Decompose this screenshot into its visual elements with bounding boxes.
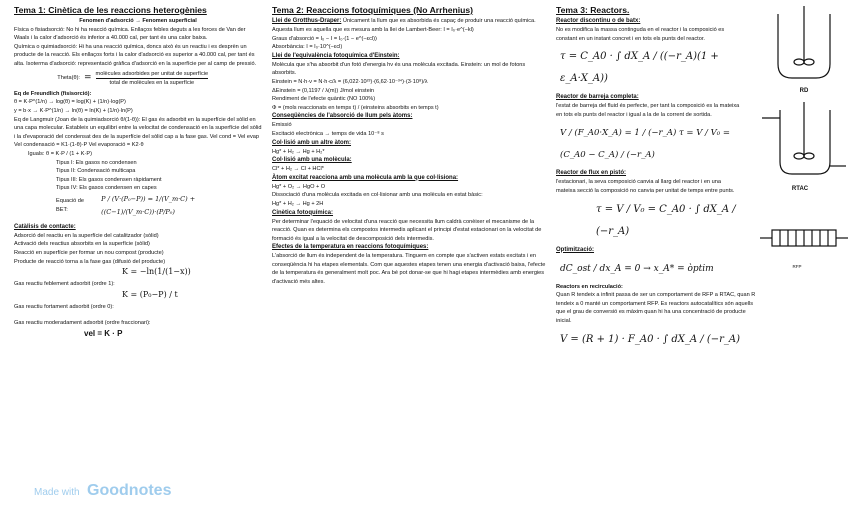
cat-line: Activació dels reactius absorbits en la superfície (sòlid) xyxy=(14,241,150,248)
theta-fraction xyxy=(96,70,209,88)
theta-definition xyxy=(14,70,262,88)
line-b: Rendiment de l'efecte quàntic (NO 100%) xyxy=(272,96,376,103)
quimisorcio-text: Química o quimiadsorció: Hi ha una reacció química, doncs això és un reactiu i es desprèn un producte de la reacció. Els enllaços forts i la calor d'adsorció es superior a 40.000 cal, per tant és alta. Isoterma d'adsorció: representació gràfica d'adsorció en la superfície per al camp de pressió. xyxy=(14,43,257,67)
dissociacio-text: Dissociació d'una molècula excitada en col·lisionar amb una molècula en estat bàsic: xyxy=(272,192,483,199)
bet-formula: P / (V·(P₀−P)) = 1/(V_m·C) + ((C−1)/(V_m·C))·(P/P₀) xyxy=(101,194,196,216)
theta-numerator: molècules adsorbides per unitat de superfície xyxy=(96,70,209,80)
column-3 xyxy=(556,4,758,354)
einstein-text: Molècula que s'ha absorbit d'un fotó d'energia hν és una molècula excitada. Einstein: un mol de fotons absorbits. xyxy=(272,61,526,77)
einstein-heading: Llei de l'equivalència fotoquímica d'Einstein: xyxy=(272,52,400,59)
temp-text: L'absorció de llum és independent de la temperatura. Tinguem en compte que s'activen estats excitats i en conseqüència hi ha etapes elementals. Com que aquestes etapes tenen una energia d'activació baixa, l'efecte de la temperatura és generalment molt poc. Ara bé pot donar-se que hi hagi etapes intermèdies amb energies d'activació més altes. xyxy=(272,253,546,286)
freundlich-heading: Eq de Freundlich (fisisorció): xyxy=(14,90,92,97)
rfp-heading: Reactor de flux en pistó: xyxy=(556,170,627,177)
rd-text: No es modifica la massa continguda en el reactor i la composició es constant en un instant concret i en tots els punts del reactor. xyxy=(556,27,725,42)
line-b: ΔEinstein = (0,1197 / λ(m)) J/mol einstein xyxy=(272,87,375,94)
grotthus-heading: Llei de Grotthus-Draper: xyxy=(272,18,342,24)
grotthus-block xyxy=(272,17,546,35)
gas-ordre-1-formula: K = (P₀−P) / t xyxy=(122,289,178,299)
velocity-cond-evap: Vel condensació = K1·(1-θ)·P Vel evaporació = K2·θ xyxy=(14,142,144,149)
list-item: Tipus III: Els gasos condensen ràpidament xyxy=(56,176,162,183)
tema1-subtitle: Fenomen d'adsorció → Fenomen superficial xyxy=(79,18,197,24)
bet-label: Equació de BET: xyxy=(56,198,84,213)
vel-formula: vel = K · P xyxy=(84,329,123,339)
langmuir-text: Eq de Langmuir (Joan de la quimiadsorció θ/(1-θ)): El gas és adsorbit en la superfície del sòlid en una capa molecular. Estableix un equilibri entre la velocitat de condensació en la superfície del sòlid i la d'evaporació del condensat des de la superfície del sòlid cap a la fase gas. Vel cond = Vel evap xyxy=(14,116,262,140)
cat-line: Adsorció del reactiu en la superfície del catalitzador (sòlid) xyxy=(14,232,159,239)
conseq-item: Excitació electrònica → temps de vida 10⁻⁸ s xyxy=(272,130,384,137)
theta-label: Theta(θ): xyxy=(57,75,80,82)
rec-heading: Reactors en recirculació: xyxy=(556,283,623,290)
rtac-formula: V / (F_A0·X_A) = 1 / (−r_A) τ = V / V₀ = (C_A0 − C_A) / (−r_A) xyxy=(560,128,730,161)
watermark-big: Goodnotes xyxy=(87,482,172,499)
rfp-reactor-icon xyxy=(760,230,848,246)
col-mol-heading: Col·lisió amb una molècula: xyxy=(272,157,352,164)
reactor-diagrams xyxy=(758,2,848,292)
watermark-small: Made with xyxy=(34,487,80,498)
line-b: Φ = (mols reaccionats en temps t) / (einsteins absorbits en temps t) xyxy=(272,104,439,111)
list-item: Tipus I: Els gasos no condensen xyxy=(56,159,137,166)
rfp-text: l'estacionari, la seva composició canvia al llarg del reactor i en una mateixa secció la composició no canvia per unitat de temps entre punts. xyxy=(556,179,735,194)
rec-text: Quan R tendeix a infinit passa de ser un comportament de RFP a RTAC, quan R tendeix a 0 manté un comportament RFP. Es reactors autocatalítics són aquells que el grau de conversió es màxim quan hi ha una concentració de producte inicial. xyxy=(556,292,756,324)
rtac-heading: Reactor de barreja completa: xyxy=(556,94,639,101)
list-item: Tipus II: Condensació multicapa xyxy=(56,168,136,175)
lim-formula: K = −ln(1/(1−x)) xyxy=(122,267,191,277)
atom-excitat-formula: Hg* + O₂ → HgO + O xyxy=(272,183,326,190)
line-a: Absorbància: I = I₀·10^(−εcl) xyxy=(272,44,343,51)
freundlich-eq-1: θ = K·P^(1/n) → log(θ) = log(K) + (1/n)·log(P) xyxy=(14,99,126,106)
opt-heading: Optimització: xyxy=(556,246,595,253)
cinetica-text: Per determinar l'equació de velocitat d'una reacció que necessita llum caldrà conèixer el mecanisme de la reacció. Quan es determina els compostos intermedis aplicant el principi d'estat estacionari on la velocitat de formació és igual a la velocitat de descomposició dels intermedis. xyxy=(272,218,542,242)
cinetica-heading: Cinètica fotoquímica: xyxy=(272,209,334,216)
line-a: Graus d'absorció = I₀ − I = I₀·(1 − e^(−εcl)) xyxy=(272,35,377,42)
tema1-title: Tema 1: Cinètica de les reaccions heterogènies xyxy=(14,5,207,15)
opt-formula: dC_ost / dx_A = 0 → x_A* = òptim xyxy=(560,263,714,274)
rfp-formula: τ = V / V₀ = C_A0 · ∫ dX_A / (−r_A) xyxy=(596,203,736,237)
rec-formula: V = (R + 1) · F_A0 · ∫ dX_A / (−r_A) xyxy=(560,333,741,345)
line-b: Einstein = N·h·ν = N·h·c/λ = (6,022·10²³)·(6,62·10⁻³⁴)·(3·10⁸)/λ xyxy=(272,78,428,85)
rd-label: RD xyxy=(799,88,809,94)
list-item: Tipus IV: Els gasos condensen en capes xyxy=(56,185,157,192)
temp-heading: Efectes de la temperatura en reaccions fotoquímiques: xyxy=(272,244,429,251)
cat-line: Reacció en superfície per formar un nou compost (producte) xyxy=(14,250,164,257)
gas-ordre-0: Gas reactiu fortament adsorbit (ordre 0): xyxy=(14,303,114,310)
tema3-title: Tema 3: Reactors. xyxy=(556,5,630,15)
gas-ordre-frac: Gas reactiu moderadament adsorbit (ordre fraccionari): xyxy=(14,320,151,327)
conseq-item: Emissió xyxy=(272,122,292,129)
dissociacio-formula: Hg* + H₂ → Hg + 2H xyxy=(272,200,324,207)
rtac-text: l'estat de barreja del fluid és perfecte, per tant la composició es la mateixa en tots els punts del reactor i igual a la de la corrent de sortida. xyxy=(556,103,740,118)
tema2-title: Tema 2: Reaccions fotoquímiques (No Arrhenius) xyxy=(272,5,474,15)
conseq-heading: Conseqüències de l'absorció de llum pels àtoms: xyxy=(272,113,413,120)
bet-equation xyxy=(14,193,262,219)
goodnotes-watermark xyxy=(34,482,171,500)
atom-excitat-heading: Àtom excitat reacciona amb una molècula amb la que col·lisiona: xyxy=(272,174,459,181)
fisisorcio-text: Física o fisiadsorció: No hi ha reacció química. Enllaços febles deguts a les forces de Van der Waals i la calor d'adsorció és inferior a 40.000 cal, per tant és una calor baixa. xyxy=(14,26,246,42)
column-2 xyxy=(272,4,546,287)
rd-reactor-icon xyxy=(778,6,830,78)
langmuir-iguals: Iguals: θ = K·P / (1 + K·P) xyxy=(28,150,92,157)
gas-ordre-1: Gas reactiu feblement adsorbit (ordre 1): xyxy=(14,281,115,288)
column-1 xyxy=(14,4,262,339)
col-mol-formula: Cl* + H₂ → Cl + HCl* xyxy=(272,166,324,173)
rtac-reactor-icon xyxy=(762,102,846,174)
rtac-label: RTAC xyxy=(791,186,809,192)
theta-eq-sign: = xyxy=(84,73,92,84)
col-atom-heading: Col·lisió amb un altre àtom: xyxy=(272,139,352,146)
col-atom-formula: Hg* + H₂ → Hg + H₂* xyxy=(272,148,325,155)
rd-heading: Reactor discontinu o de batx: xyxy=(556,18,641,24)
rd-formula: τ = C_A0 · ∫ dX_A / ((−r_A)(1 + ε_A·X_A)) xyxy=(560,51,719,85)
catalisis-heading: Catàlisis de contacte: xyxy=(14,223,76,230)
grotthus-text: Únicament la llum que es absorbida és capaç de produir una reacció química. Aquesta llum es aquella que es mesura amb la llei de Lambert-Beer: I = I₀·e^(−kl) xyxy=(272,18,536,33)
cat-line: Producte de reacció torna a la fase gas (difusió del producte) xyxy=(14,258,166,265)
rfp-label: RFP xyxy=(792,264,802,269)
freundlich-eq-2: y = b·x → K·P^(1/n) → ln(θ) = ln(K) + (1/n)·ln(P) xyxy=(14,107,133,114)
tipus-list xyxy=(14,159,262,193)
theta-denominator: total de molècules en la superfície xyxy=(109,80,195,87)
